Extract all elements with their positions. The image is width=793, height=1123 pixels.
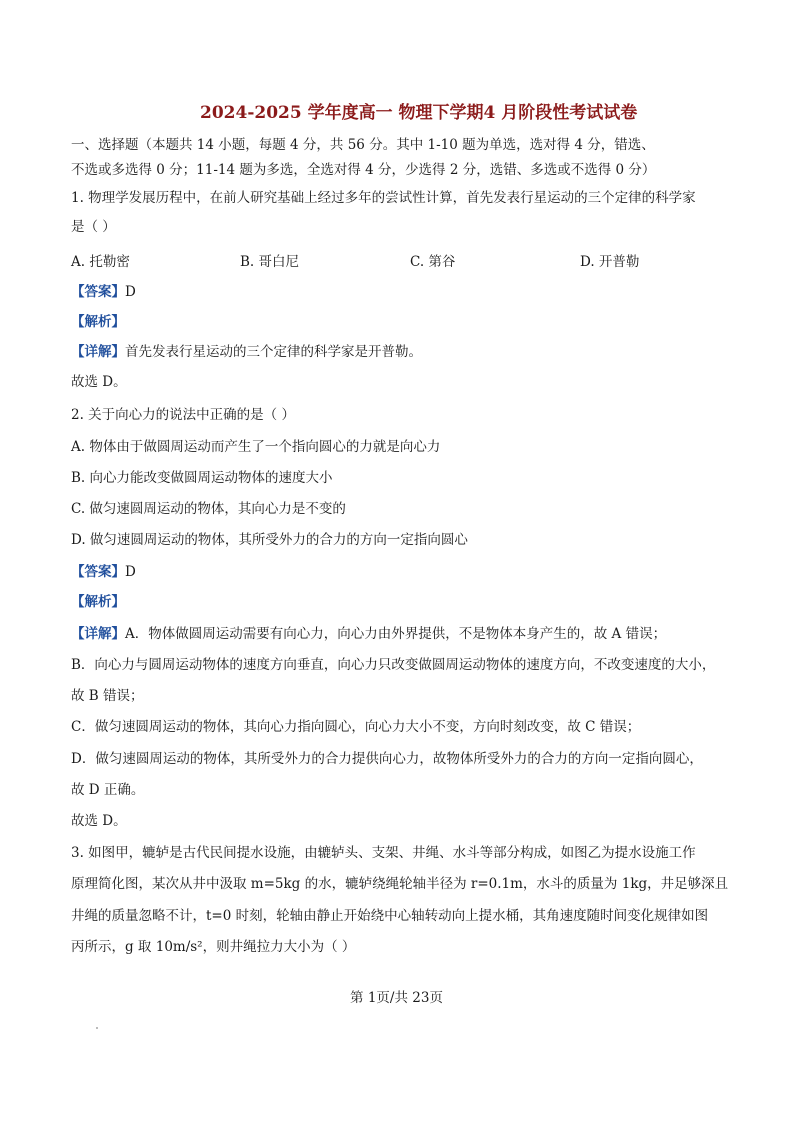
q2-option-d: D. 做匀速圆周运动的物体，其所受外力的合力的方向一定指向圆心 xyxy=(71,532,468,548)
section-instructions-line-2: 不选或多选得 0 分；11-14 题为多选，全选对得 4 分，少选得 2 分，选错、多选或不选得 0 分） xyxy=(71,162,656,178)
q1-conclusion: 故选 D。 xyxy=(71,374,127,390)
q2-option-a: A. 物体由于做圆周运动而产生了一个指向圆心的力就是向心力 xyxy=(71,439,441,455)
q2-option-c: C. 做匀速圆周运动的物体，其向心力是不变的 xyxy=(71,501,346,517)
q2-detail-a xyxy=(71,624,666,644)
q2-option-b: B. 向心力能改变做圆周运动物体的速度大小 xyxy=(71,470,333,486)
q3-stem-line-3: 井绳的质量忽略不计，t=0 时刻，轮轴由静止开始绕中心轴转动向上提水桶，其角速度随时间变化规律如图 xyxy=(71,908,709,924)
q3-stem-line-1: 3. 如图甲，辘轳是古代民间提水设施，由辘轳头、支架、井绳、水斗等部分构成，如图乙为提水设施工作 xyxy=(71,845,696,861)
answer-tag: 【答案】 xyxy=(71,284,125,300)
q2-stem: 2. 关于向心力的说法中正确的是（ ） xyxy=(71,407,295,423)
answer-tag: 【答案】 xyxy=(71,564,125,580)
q1-stem-line-2: 是（ ） xyxy=(71,219,116,235)
analysis-tag: 【解析】 xyxy=(71,314,125,330)
q1-answer-value: D xyxy=(125,284,136,300)
q3-stem-line-2: 原理简化图，某次从井中汲取 m=5kg 的水，辘轳绕绳轮轴半径为 r=0.1m，水斗的质量为 1kg，井足够深且 xyxy=(71,876,729,892)
q1-analysis-heading xyxy=(71,312,125,332)
q1-stem-line-1: 1. 物理学发展历程中，在前人研究基础上经过多年的尝试性计算，首先发表行星运动的三个定律的科学家 xyxy=(71,190,696,206)
q2-analysis-heading xyxy=(71,592,125,612)
q2-detail-a-text: A．物体做圆周运动需要有向心力，向心力由外界提供，不是物体本身产生的，故 A 错误； xyxy=(125,626,667,642)
page-title: 2024-2025 学年度高一 物理下学期4 月阶段性考试试卷 xyxy=(200,103,638,123)
q2-answer xyxy=(71,562,136,582)
q1-option-b: B. 哥白尼 xyxy=(240,254,300,270)
q2-detail-b-line-2: 故 B 错误； xyxy=(71,688,144,704)
q1-option-a: A. 托勒密 xyxy=(71,254,130,270)
q2-conclusion: 故选 D。 xyxy=(71,813,127,829)
q1-detail xyxy=(71,342,422,362)
q1-answer xyxy=(71,282,136,302)
analysis-tag: 【解析】 xyxy=(71,594,125,610)
scan-speck xyxy=(96,1027,98,1029)
q1-option-c: C. 第谷 xyxy=(410,254,456,270)
detail-tag: 【详解】 xyxy=(71,344,125,360)
q2-detail-b-line-1: B．向心力与圆周运动物体的速度方向垂直，向心力只改变做圆周运动物体的速度方向，不改变速度的大小， xyxy=(71,657,716,673)
q2-detail-d-line-2: 故 D 正确。 xyxy=(71,782,145,798)
page-footer: 第 1页/共 23页 xyxy=(350,990,443,1006)
q2-detail-c: C．做匀速圆周运动的物体，其向心力指向圆心，向心力大小不变，方向时刻改变，故 C 错误； xyxy=(71,719,641,735)
detail-tag: 【详解】 xyxy=(71,626,125,642)
q3-stem-line-4: 丙所示，g 取 10m/s²，则井绳拉力大小为（ ） xyxy=(71,939,356,955)
q1-detail-text: 首先发表行星运动的三个定律的科学家是开普勒。 xyxy=(125,344,422,360)
q1-option-d: D. 开普勒 xyxy=(580,254,640,270)
q2-detail-d-line-1: D．做匀速圆周运动的物体，其所受外力的合力提供向心力，故物体所受外力的合力的方向一定指向圆心， xyxy=(71,751,703,767)
section-instructions-line-1: 一、选择题（本题共 14 小题，每题 4 分，共 56 分。其中 1-10 题为单选，选对得 4 分，错选、 xyxy=(71,137,655,153)
q2-answer-value: D xyxy=(125,564,136,580)
